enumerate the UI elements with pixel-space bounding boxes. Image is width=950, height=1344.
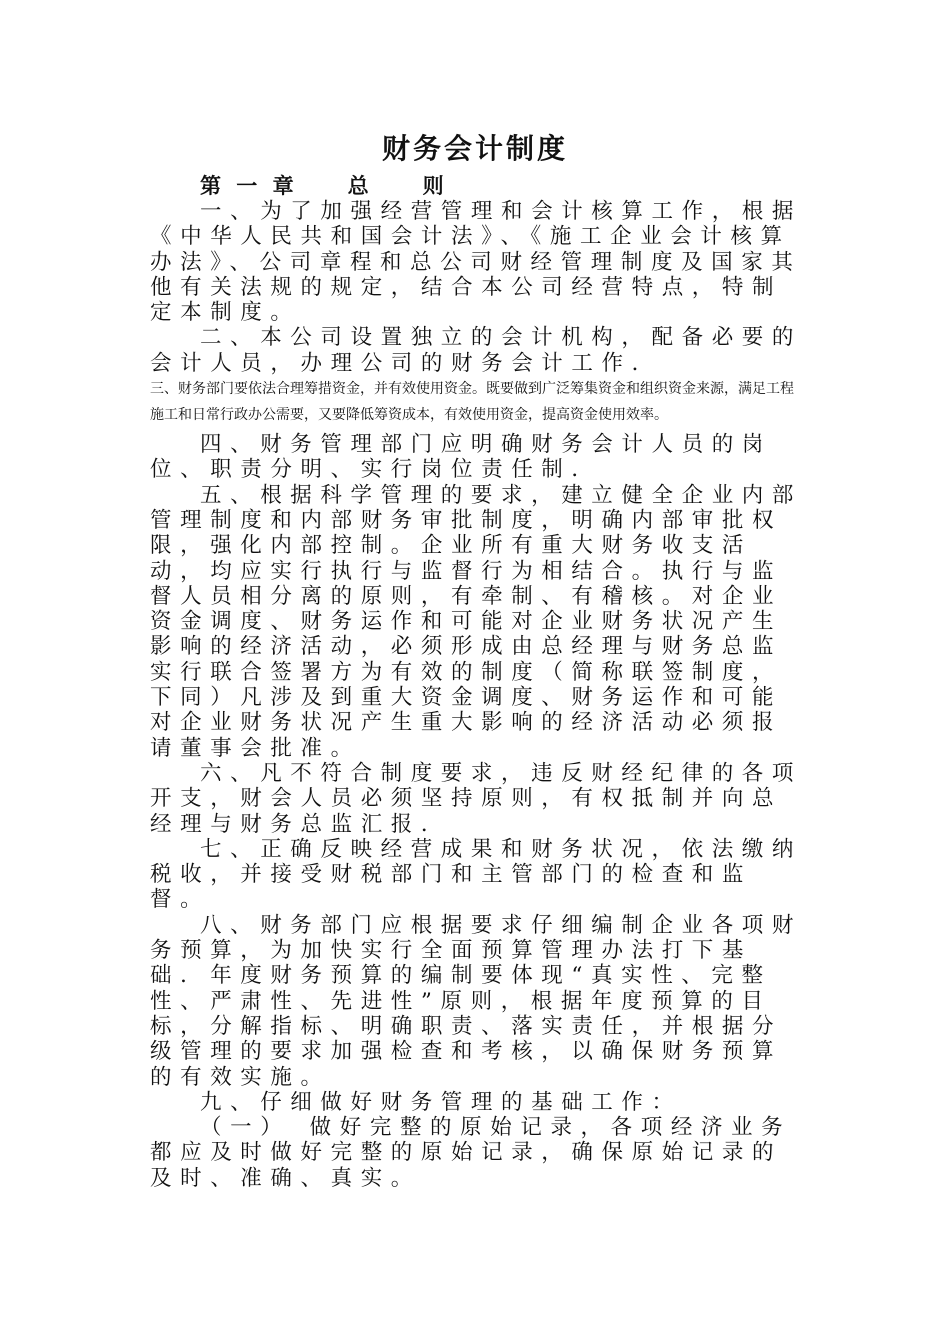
paragraph-5: 五、根据科学管理的要求，建立健全企业内部管理制度和内部财务审批制度，明确内部审批权限，强化内部控制。企业所有重大财务收支活动，均应实行执行与监督行为相结合。执行与监督人员相分离的原则，有牵制、有稽核。对企业资金调度、财务运作和可能对企业财务状况产生影响的经济活动，必须形成由总经理与财务总监实行联合签署方为有效的制度（简称联签制度，下同）凡涉及到重大资金调度、财务运作和可能对企业财务状况产生重大影响的经济活动必须报请董事会批准。: [150, 482, 803, 761]
document-body: [150, 199, 805, 1191]
document-title: 财务会计制度: [381, 132, 568, 165]
paragraph-3: 三、财务部门要依法合理筹措资金，并有效使用资金。既要做到广泛筹集资金和组织资金来源，满足工程施工和日常行政办公需要，又要降低筹资成本，有效使用资金，提高资金使用效率。: [150, 381, 794, 424]
paragraph-8: 八、财务部门应根据要求仔细编制企业各项财务预算，为加快实行全面预算管理办法打下基础．年度财务预算的编制要体现“真实性、完整性、严肃性、先进性”原则，根据年度预算的目标，分解指标、明确职责、落实责任，并根据分级管理的要求加强检查和考核，以确保财务预算的有效实施。: [150, 912, 803, 1090]
chapter-heading: 第 一 章 总 则: [200, 173, 448, 198]
paragraph-7: 七、正确反映经营成果和财务状况，依法缴纳税收，并接受财税部门和主管部门的检查和监督。: [150, 836, 803, 913]
paragraph-6: 六、凡不符合制度要求，违反财经纪律的各项开支，财会人员必须坚持原则，有权抵制并向总经理与财务总监汇报．: [150, 760, 803, 837]
paragraph-1: 一、为了加强经营管理和会计核算工作，根据《中华人民共和国会计法》、《施工企业会计核算办法》、公司章程和总公司财经管理制度及国家其他有关法规的规定，结合本公司经营特点，特制定本制度。: [150, 199, 803, 326]
paragraph-4: 四、财务管理部门应明确财务会计人员的岗位、职责分明、实行岗位责任制．: [150, 432, 772, 483]
paragraph-9: 九、仔细做好财务管理的基础工作：: [200, 1089, 682, 1115]
paragraph-2: 二、本公司设置独立的会计机构，配备必要的会计人员，办理公司的财务会计工作．: [150, 325, 803, 376]
paragraph-10: （一） 做好完整的原始记录，各项经济业务都应及时做好完整的原始记录，确保原始记录的及时、准确、真实。: [150, 1115, 792, 1191]
